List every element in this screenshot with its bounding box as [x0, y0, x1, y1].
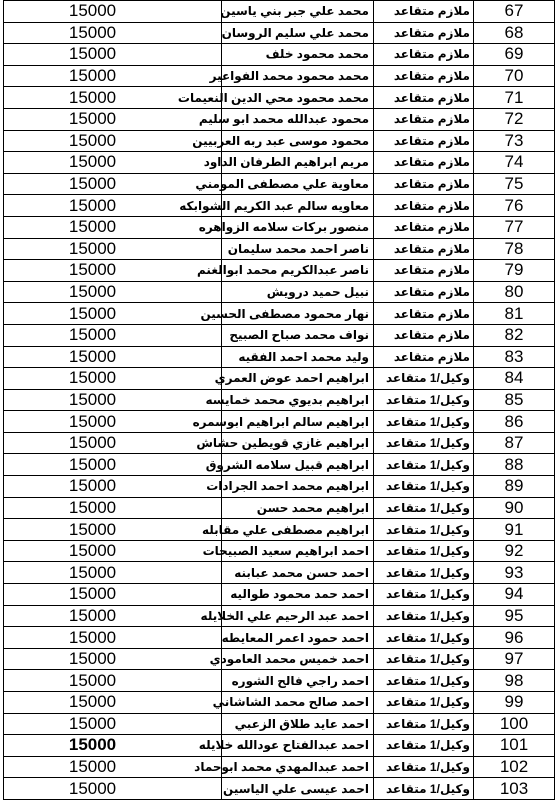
table-row: [4, 497, 555, 519]
amount-cell: 15000: [4, 281, 222, 303]
row-number-cell: 92: [474, 540, 555, 562]
rank-cell: ملازم متقاعد: [374, 22, 474, 44]
amount-cell: 15000: [4, 778, 222, 800]
amount-cell: 15000: [4, 195, 222, 217]
name-cell: محمد محمود محي الدين النعيمات: [222, 87, 374, 109]
rank-cell: وكيل/1 متقاعد: [374, 713, 474, 735]
row-number-cell: 85: [474, 389, 555, 411]
table-row: [4, 735, 555, 757]
rank-cell: وكيل/1 متقاعد: [374, 670, 474, 692]
amount-cell: 15000: [4, 389, 222, 411]
amount-cell: 15000: [4, 152, 222, 174]
rank-cell: وكيل/1 متقاعد: [374, 562, 474, 584]
amount-cell: 15000: [4, 540, 222, 562]
table-row: [4, 778, 555, 800]
rank-cell: وكيل/1 متقاعد: [374, 605, 474, 627]
row-number-cell: 91: [474, 519, 555, 541]
name-cell: ابراهيم محمد احمد الجرادات: [222, 476, 374, 498]
amount-cell: 15000: [4, 303, 222, 325]
amount-cell: 15000: [4, 216, 222, 238]
name-cell: احمد حمد محمود طواليه: [222, 584, 374, 606]
rank-cell: ملازم متقاعد: [374, 152, 474, 174]
name-cell: ناصر عبدالكريم محمد ابوالغنم: [222, 260, 374, 282]
name-cell: احمد عبد الرحيم علي الخلايله: [222, 605, 374, 627]
name-cell: محمد محمود خلف: [222, 44, 374, 66]
row-number-cell: 75: [474, 173, 555, 195]
rank-cell: ملازم متقاعد: [374, 130, 474, 152]
row-number-cell: 103: [474, 778, 555, 800]
amount-cell: 15000: [4, 497, 222, 519]
table-row: [4, 540, 555, 562]
name-cell: احمد راجي فالح الشوره: [222, 670, 374, 692]
table-row: [4, 519, 555, 541]
row-number-cell: 78: [474, 238, 555, 260]
rank-cell: ملازم متقاعد: [374, 324, 474, 346]
amount-cell: 15000: [4, 22, 222, 44]
name-cell: نواف محمد صباح الصبيح: [222, 324, 374, 346]
amount-cell: 15000: [4, 260, 222, 282]
row-number-cell: 98: [474, 670, 555, 692]
payment-table: [3, 0, 555, 800]
name-cell: محمود موسى عبد ربه العربيين: [222, 130, 374, 152]
row-number-cell: 76: [474, 195, 555, 217]
amount-cell: 15000: [4, 756, 222, 778]
name-cell: محمود عبدالله محمد ابو سليم: [222, 108, 374, 130]
row-number-cell: 89: [474, 476, 555, 498]
amount-cell: 15000: [4, 562, 222, 584]
table-row: [4, 584, 555, 606]
rank-cell: ملازم متقاعد: [374, 238, 474, 260]
rank-cell: ملازم متقاعد: [374, 216, 474, 238]
rank-cell: ملازم متقاعد: [374, 281, 474, 303]
row-number-cell: 82: [474, 324, 555, 346]
name-cell: محمد محمود محمد الفواعير: [222, 65, 374, 87]
rank-cell: وكيل/1 متقاعد: [374, 584, 474, 606]
rank-cell: وكيل/1 متقاعد: [374, 432, 474, 454]
row-number-cell: 67: [474, 1, 555, 23]
table-row: [4, 281, 555, 303]
name-cell: ابراهيم غازي قويطين حشاش: [222, 432, 374, 454]
table-row: [4, 368, 555, 390]
amount-cell: 15000: [4, 584, 222, 606]
row-number-cell: 90: [474, 497, 555, 519]
row-number-cell: 79: [474, 260, 555, 282]
row-number-cell: 88: [474, 454, 555, 476]
table-row: [4, 152, 555, 174]
table-row: [4, 692, 555, 714]
amount-cell: 15000: [4, 432, 222, 454]
table-row: [4, 1, 555, 23]
amount-cell: 15000: [4, 605, 222, 627]
rank-cell: وكيل/1 متقاعد: [374, 756, 474, 778]
rank-cell: وكيل/1 متقاعد: [374, 497, 474, 519]
amount-cell: 15000: [4, 519, 222, 541]
table-row: [4, 195, 555, 217]
amount-cell: 15000: [4, 108, 222, 130]
rank-cell: ملازم متقاعد: [374, 173, 474, 195]
amount-cell: 15000: [4, 476, 222, 498]
rank-cell: وكيل/1 متقاعد: [374, 454, 474, 476]
rank-cell: وكيل/1 متقاعد: [374, 778, 474, 800]
row-number-cell: 99: [474, 692, 555, 714]
row-number-cell: 74: [474, 152, 555, 174]
table-row: [4, 260, 555, 282]
name-cell: معاويه سالم عبد الكريم الشوابكه: [222, 195, 374, 217]
table-row: [4, 346, 555, 368]
table-row: [4, 173, 555, 195]
rank-cell: وكيل/1 متقاعد: [374, 368, 474, 390]
rank-cell: وكيل/1 متقاعد: [374, 627, 474, 649]
amount-cell: 15000: [4, 1, 222, 23]
name-cell: محمد علي جبر بني ياسين: [222, 1, 374, 23]
rank-cell: وكيل/1 متقاعد: [374, 519, 474, 541]
name-cell: ابراهيم بديوي محمد خمايسه: [222, 389, 374, 411]
row-number-cell: 73: [474, 130, 555, 152]
table-row: [4, 324, 555, 346]
name-cell: ابراهيم احمد عوض العمري: [222, 368, 374, 390]
table-row: [4, 44, 555, 66]
name-cell: احمد عايد طلاق الزعبي: [222, 713, 374, 735]
amount-cell: 15000: [4, 130, 222, 152]
rank-cell: ملازم متقاعد: [374, 195, 474, 217]
table-row: [4, 216, 555, 238]
name-cell: احمد خميس محمد العامودي: [222, 648, 374, 670]
table-row: [4, 87, 555, 109]
amount-cell: 15000: [4, 670, 222, 692]
table-row: [4, 562, 555, 584]
row-number-cell: 69: [474, 44, 555, 66]
name-cell: ابراهيم سالم ابراهيم ابوسمره: [222, 411, 374, 433]
row-number-cell: 93: [474, 562, 555, 584]
rank-cell: ملازم متقاعد: [374, 1, 474, 23]
row-number-cell: 94: [474, 584, 555, 606]
name-cell: ابراهيم محمد حسن: [222, 497, 374, 519]
name-cell: ابراهيم قبيل سلامه الشروق: [222, 454, 374, 476]
amount-cell: 15000: [4, 627, 222, 649]
row-number-cell: 100: [474, 713, 555, 735]
rank-cell: وكيل/1 متقاعد: [374, 411, 474, 433]
amount-cell: 15000: [4, 368, 222, 390]
rank-cell: وكيل/1 متقاعد: [374, 540, 474, 562]
table-row: [4, 238, 555, 260]
table-row: [4, 670, 555, 692]
name-cell: ناصر احمد محمد سليمان: [222, 238, 374, 260]
table-row: [4, 432, 555, 454]
table-row: [4, 303, 555, 325]
table-row: [4, 108, 555, 130]
amount-cell: 15000: [4, 44, 222, 66]
amount-cell: 15000: [4, 735, 222, 757]
rank-cell: ملازم متقاعد: [374, 346, 474, 368]
table-row: [4, 130, 555, 152]
amount-cell: 15000: [4, 87, 222, 109]
row-number-cell: 71: [474, 87, 555, 109]
row-number-cell: 83: [474, 346, 555, 368]
name-cell: احمد عيسى علي الياسين: [222, 778, 374, 800]
name-cell: احمد صالح محمد الشاشاني: [222, 692, 374, 714]
name-cell: احمد حمود اعمر المعايطه: [222, 627, 374, 649]
row-number-cell: 102: [474, 756, 555, 778]
rank-cell: وكيل/1 متقاعد: [374, 648, 474, 670]
rank-cell: وكيل/1 متقاعد: [374, 735, 474, 757]
rank-cell: ملازم متقاعد: [374, 260, 474, 282]
name-cell: احمد ابراهيم سعيد الصبيحات: [222, 540, 374, 562]
amount-cell: 15000: [4, 713, 222, 735]
row-number-cell: 87: [474, 432, 555, 454]
amount-cell: 15000: [4, 65, 222, 87]
row-number-cell: 86: [474, 411, 555, 433]
row-number-cell: 95: [474, 605, 555, 627]
amount-cell: 15000: [4, 346, 222, 368]
table-row: [4, 756, 555, 778]
name-cell: منصور بركات سلامه الزواهره: [222, 216, 374, 238]
row-number-cell: 101: [474, 735, 555, 757]
table-row: [4, 648, 555, 670]
name-cell: نهار محمود مصطفى الحسين: [222, 303, 374, 325]
rank-cell: ملازم متقاعد: [374, 87, 474, 109]
amount-cell: 15000: [4, 454, 222, 476]
name-cell: نبيل حميد درويش: [222, 281, 374, 303]
row-number-cell: 84: [474, 368, 555, 390]
table-row: [4, 411, 555, 433]
row-number-cell: 77: [474, 216, 555, 238]
rank-cell: ملازم متقاعد: [374, 44, 474, 66]
amount-cell: 15000: [4, 648, 222, 670]
row-number-cell: 96: [474, 627, 555, 649]
row-number-cell: 72: [474, 108, 555, 130]
row-number-cell: 68: [474, 22, 555, 44]
table-row: [4, 476, 555, 498]
table-row: [4, 713, 555, 735]
table-row: [4, 454, 555, 476]
table-row: [4, 65, 555, 87]
amount-cell: 15000: [4, 324, 222, 346]
table-row: [4, 389, 555, 411]
rank-cell: ملازم متقاعد: [374, 108, 474, 130]
name-cell: ابراهيم مصطفى علي مقابله: [222, 519, 374, 541]
name-cell: وليد محمد احمد الفقيه: [222, 346, 374, 368]
rank-cell: وكيل/1 متقاعد: [374, 476, 474, 498]
name-cell: احمد حسن محمد عبابنه: [222, 562, 374, 584]
amount-cell: 15000: [4, 411, 222, 433]
name-cell: معاوية علي مصطفى المومني: [222, 173, 374, 195]
name-cell: احمد عبدالفتاح عودالله خلايله: [222, 735, 374, 757]
row-number-cell: 81: [474, 303, 555, 325]
table-row: [4, 605, 555, 627]
name-cell: مريم ابراهيم الطرفان الداود: [222, 152, 374, 174]
amount-cell: 15000: [4, 238, 222, 260]
rank-cell: ملازم متقاعد: [374, 65, 474, 87]
name-cell: محمد علي سليم الروسان: [222, 22, 374, 44]
row-number-cell: 97: [474, 648, 555, 670]
table-row: [4, 627, 555, 649]
rank-cell: وكيل/1 متقاعد: [374, 389, 474, 411]
rank-cell: ملازم متقاعد: [374, 303, 474, 325]
rank-cell: وكيل/1 متقاعد: [374, 692, 474, 714]
row-number-cell: 80: [474, 281, 555, 303]
amount-cell: 15000: [4, 692, 222, 714]
amount-cell: 15000: [4, 173, 222, 195]
row-number-cell: 70: [474, 65, 555, 87]
table-row: [4, 22, 555, 44]
name-cell: احمد عبدالمهدي محمد ابوحماد: [222, 756, 374, 778]
